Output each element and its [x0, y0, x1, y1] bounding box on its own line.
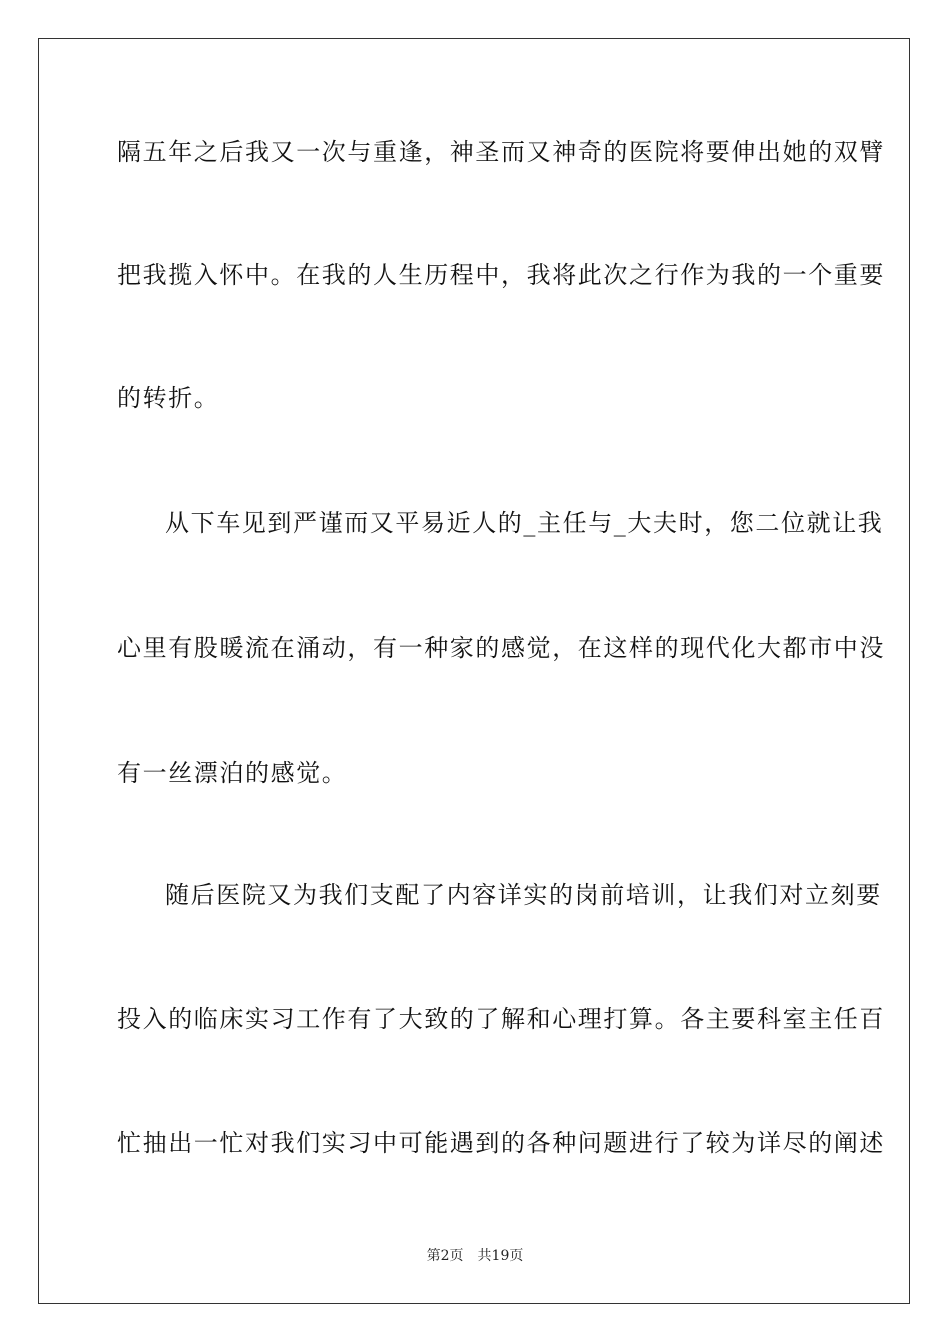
- paragraph-line: 有一丝漂泊的感觉。: [117, 759, 348, 787]
- page-border: [38, 38, 910, 1304]
- paragraph-line: 心里有股暖流在涌动，有一种家的感觉，在这样的现代化大都市中没: [117, 634, 885, 662]
- paragraph-line: 的转折。: [117, 384, 220, 412]
- paragraph-line: 把我揽入怀中。在我的人生历程中，我将此次之行作为我的一个重要: [117, 261, 885, 289]
- paragraph-line: 忙抽出一忙对我们实习中可能遇到的各种问题进行了较为详尽的阐述: [117, 1129, 885, 1157]
- paragraph-line: 从下车见到严谨而又平易近人的_主任与_大夫时，您二位就让我: [165, 509, 884, 537]
- paragraph-line: 投入的临床实习工作有了大致的了解和心理打算。各主要科室主任百: [117, 1005, 885, 1033]
- page-footer: [0, 1247, 950, 1265]
- page-total: 共19页: [477, 1248, 524, 1264]
- paragraph-line: 随后医院又为我们支配了内容详实的岗前培训，让我们对立刻要: [165, 881, 882, 909]
- paragraph-line: 隔五年之后我又一次与重逢，神圣而又神奇的医院将要伸出她的双臂: [117, 138, 885, 166]
- page-number: 第2页: [426, 1248, 464, 1264]
